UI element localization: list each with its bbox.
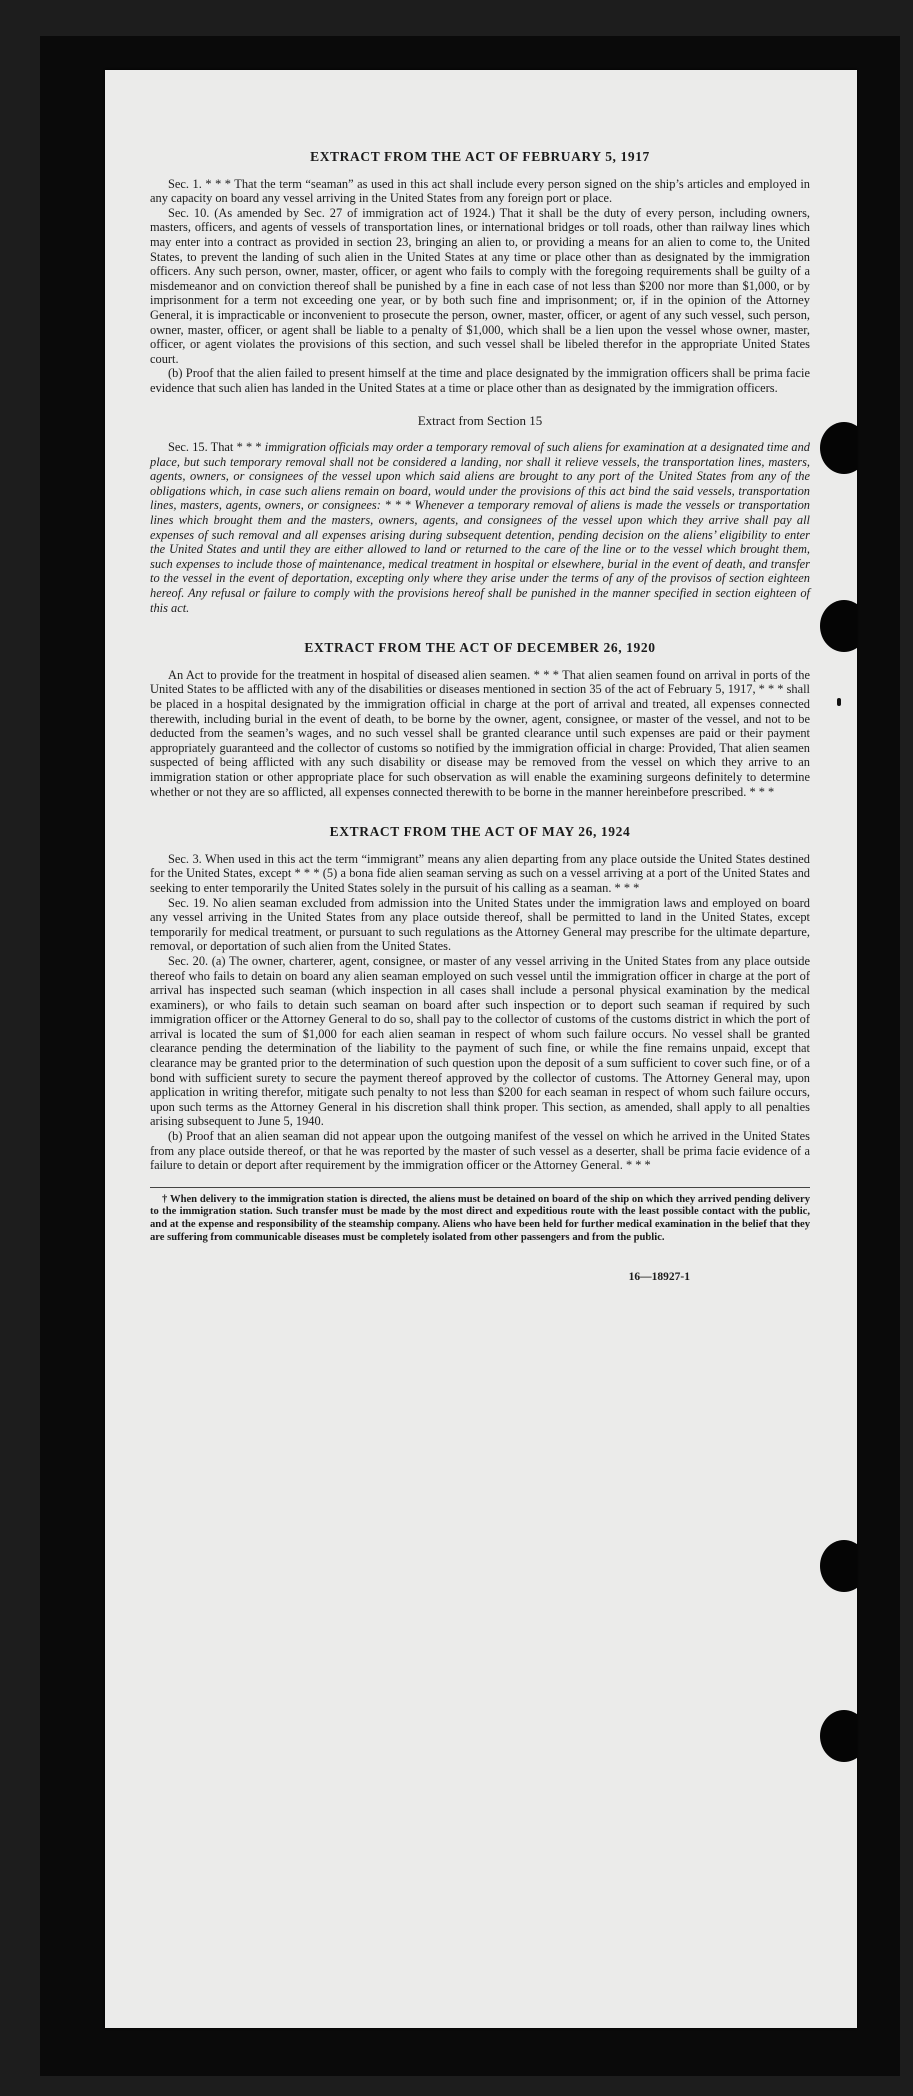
- heading-act-1924: EXTRACT FROM THE ACT OF MAY 26, 1924: [329, 824, 631, 840]
- document-body: [150, 150, 810, 1285]
- heading-act-1920: EXTRACT FROM THE ACT OF DECEMBER 26, 1920: [304, 640, 656, 656]
- paragraph-sec-10: Sec. 10. (As amended by Sec. 27 of immigration act of 1924.) That it shall be the duty of every person, including owners, masters, officers, and agents of vessels of transportation lines, or international bridges or toll roads, other than railway lines which may enter into a contract as provided in section 23, bringing an alien to, or providing a means for an alien to come to, the United States, to prevent the landing of such alien in the United States at any time or place other than as designated by the immigration officers. Any such person, owner, master, officer, or agent who fails to comply with the foregoing requirements shall be guilty of a misdemeanor and on conviction thereof shall be punished by a fine in each case of not less than $200 nor more than $1,000, or by imprisonment for a term not exceeding one year, or by both such fine and imprisonment; or, if in the opinion of the Attorney General, it is impracticable or inconvenient to prosecute the person, owner, master, officer, or agent of any such vessel, such person, owner, master, officer, or agent shall be liable to a penalty of $1,000, which shall be a lien upon the vessel whose owner, master, officer, or agent violates the provisions of this section, and such vessel shall be libeled therefor in the appropriate United States court.: [150, 205, 810, 366]
- subheading-section-15: Extract from Section 15: [417, 412, 543, 428]
- paragraph-sec-20-b: (b) Proof that an alien seaman did not appear upon the outgoing manifest of the vessel on which he arrived in the United States from any place outside thereof, or that he was reported by the master of such vessel as a deserter, shall be prima facie evidence of a failure to detain or deport after requirement by the immigration officer or the Attorney General. * * *: [150, 1129, 810, 1173]
- footnote: [150, 1187, 810, 1244]
- paragraph-sec-3: Sec. 3. When used in this act the term “immigrant” means any alien departing from any place outside the United States destined for the United States, except * * * (5) a bona fide alien seaman serving as such on a vessel arriving at a port of the United States and seeking to enter temporarily the United States solely in the pursuit of his calling as a seaman. * * *: [150, 851, 810, 895]
- scan-speck: [837, 698, 841, 706]
- sec-15-italic-text: immigration officials may order a temporary removal of such aliens for examination at a designated time and place, but such temporary removal shall not be considered a landing, nor shall it relieve vessels, the transportation lines, masters, agents, owners, or consignees of the vessel upon which said aliens are brought to any port of the United States from any of the obligations which, in case such aliens remain on board, would under the provisions of this act bind the said vessels, transportation lines, masters, agents, owners, or consignees: * * * Whenever a temporary removal of aliens is made the vessels or transportation lines which brought them and the masters, owners, agents, and consignees of the vessel upon which they arrive shall pay all expenses of such removal and all expenses arising during subsequent detention, pending decision on the aliens’ eligibility to enter the United States and until they are either allowed to land or returned to the care of the line or to the vessel which brought them, such expenses to include those of maintenance, medical treatment in hospital or elsewhere, burial in the event of death, and transfer to the vessel in the event of deportation, excepting only where they arise under the terms of any of the provisos of section eighteen hereof. Any refusal or failure to comply with the provisions hereof shall be punished in the manner specified in section eighteen of this act.: [150, 440, 810, 615]
- footnote-text: † When delivery to the immigration station is directed, the aliens must be detained on board of the ship on which they arrived pending delivery to the immigration station. Such transfer must be made by the most direct and expeditious route with the least possible contact with the public, and at the expense and responsibility of the steamship company. Aliens who have been held for further medical examination in the belief that they are suffering from communicable diseases must be completely isolated from other passengers and from the public.: [150, 1193, 810, 1243]
- paragraph-sec-20-a: Sec. 20. (a) The owner, charterer, agent, consignee, or master of any vessel arriving in the United States from any place outside thereof who fails to detain on board any alien seaman employed on such vessel until the immigration officer in charge at the port of arrival has inspected such seaman (which inspection in all cases shall include a personal physical examination by the medical examiners), or who fails to detain such seaman on board after such inspection or to deport such seaman if required by such immigration officer or the Attorney General to do so, shall pay to the collector of customs of the customs district in which the port of arrival is located the sum of $1,000 for each alien seaman in respect of whom such failure occurs. No vessel shall be granted clearance pending the determination of the liability to the payment of such fine, or while the fine remains unpaid, except that clearance may be granted prior to the determination of such question upon the deposit of a sum sufficient to cover such fine, or of a bond with sufficient surety to secure the payment thereof approved by the collector of customs. The Attorney General may, upon application in writing therefor, mitigate such penalty to not less than $200 for each seaman in respect of whom such failure occurs, upon such terms as the Attorney General in his discretion shall think proper. This section, as amended, shall apply to all penalties arising subsequent to June 5, 1940.: [150, 953, 810, 1129]
- sec-15-lead: Sec. 15. That * * *: [168, 440, 265, 455]
- paragraph-sec-19: Sec. 19. No alien seaman excluded from admission into the United States under the immigration laws and employed on board any vessel arriving in the United States from any place outside thereof, shall be permitted to land in the United States, except temporarily for medical treatment, or pursuant to such regulations as the Attorney General may prescribe for the ultimate departure, removal, or deportation of such alien from the United States.: [150, 895, 810, 954]
- document-number: 16—18927-1: [628, 1271, 690, 1284]
- paragraph-sec-10-b: (b) Proof that the alien failed to present himself at the time and place designated by the immigration officers shall be prima facie evidence that such alien has landed in the United States at a time or place other than as designated by the immigration officers.: [150, 366, 810, 395]
- punch-hole: [820, 1540, 857, 1592]
- document-page: [105, 70, 857, 2028]
- paragraph-sec-1: Sec. 1. * * * That the term “seaman” as used in this act shall include every person signed on the ship’s articles and employed in any capacity on board any vessel arriving in the United States from any foreign port or place.: [150, 176, 810, 206]
- paragraph-sec-15: [150, 440, 810, 615]
- heading-act-1917: EXTRACT FROM THE ACT OF FEBRUARY 5, 1917: [310, 149, 650, 164]
- punch-hole: [820, 1710, 857, 1762]
- paragraph-act-1920: An Act to provide for the treatment in hospital of diseased alien seamen. * * * That alien seamen found on arrival in ports of the United States to be afflicted with any of the disabilities or diseases mentioned in section 35 of the act of February 5, 1917, * * * shall be placed in a hospital designated by the immigration official in charge at the port of arrival and treated, all expenses connected therewith, including burial in the event of death, to be borne by the owner, agent, consignee, or master of the vessel, and not to be deducted from the seamen’s wages, and no such vessel shall be granted clearance until such expenses are paid or their payment appropriately guaranteed and the collector of customs so notified by the immigration official in charge: Provided, That alien seamen suspected of being afflicted with any such disability or disease may be removed from the vessel on which they arrive to an immigration station or other appropriate place for such observation as will enable the examining surgeons definitely to determine whether or not they are so afflicted, all expenses connected therewith to be borne in the manner hereinbefore prescribed. * * *: [150, 667, 810, 799]
- punch-hole: [820, 422, 857, 474]
- punch-hole: [820, 600, 857, 652]
